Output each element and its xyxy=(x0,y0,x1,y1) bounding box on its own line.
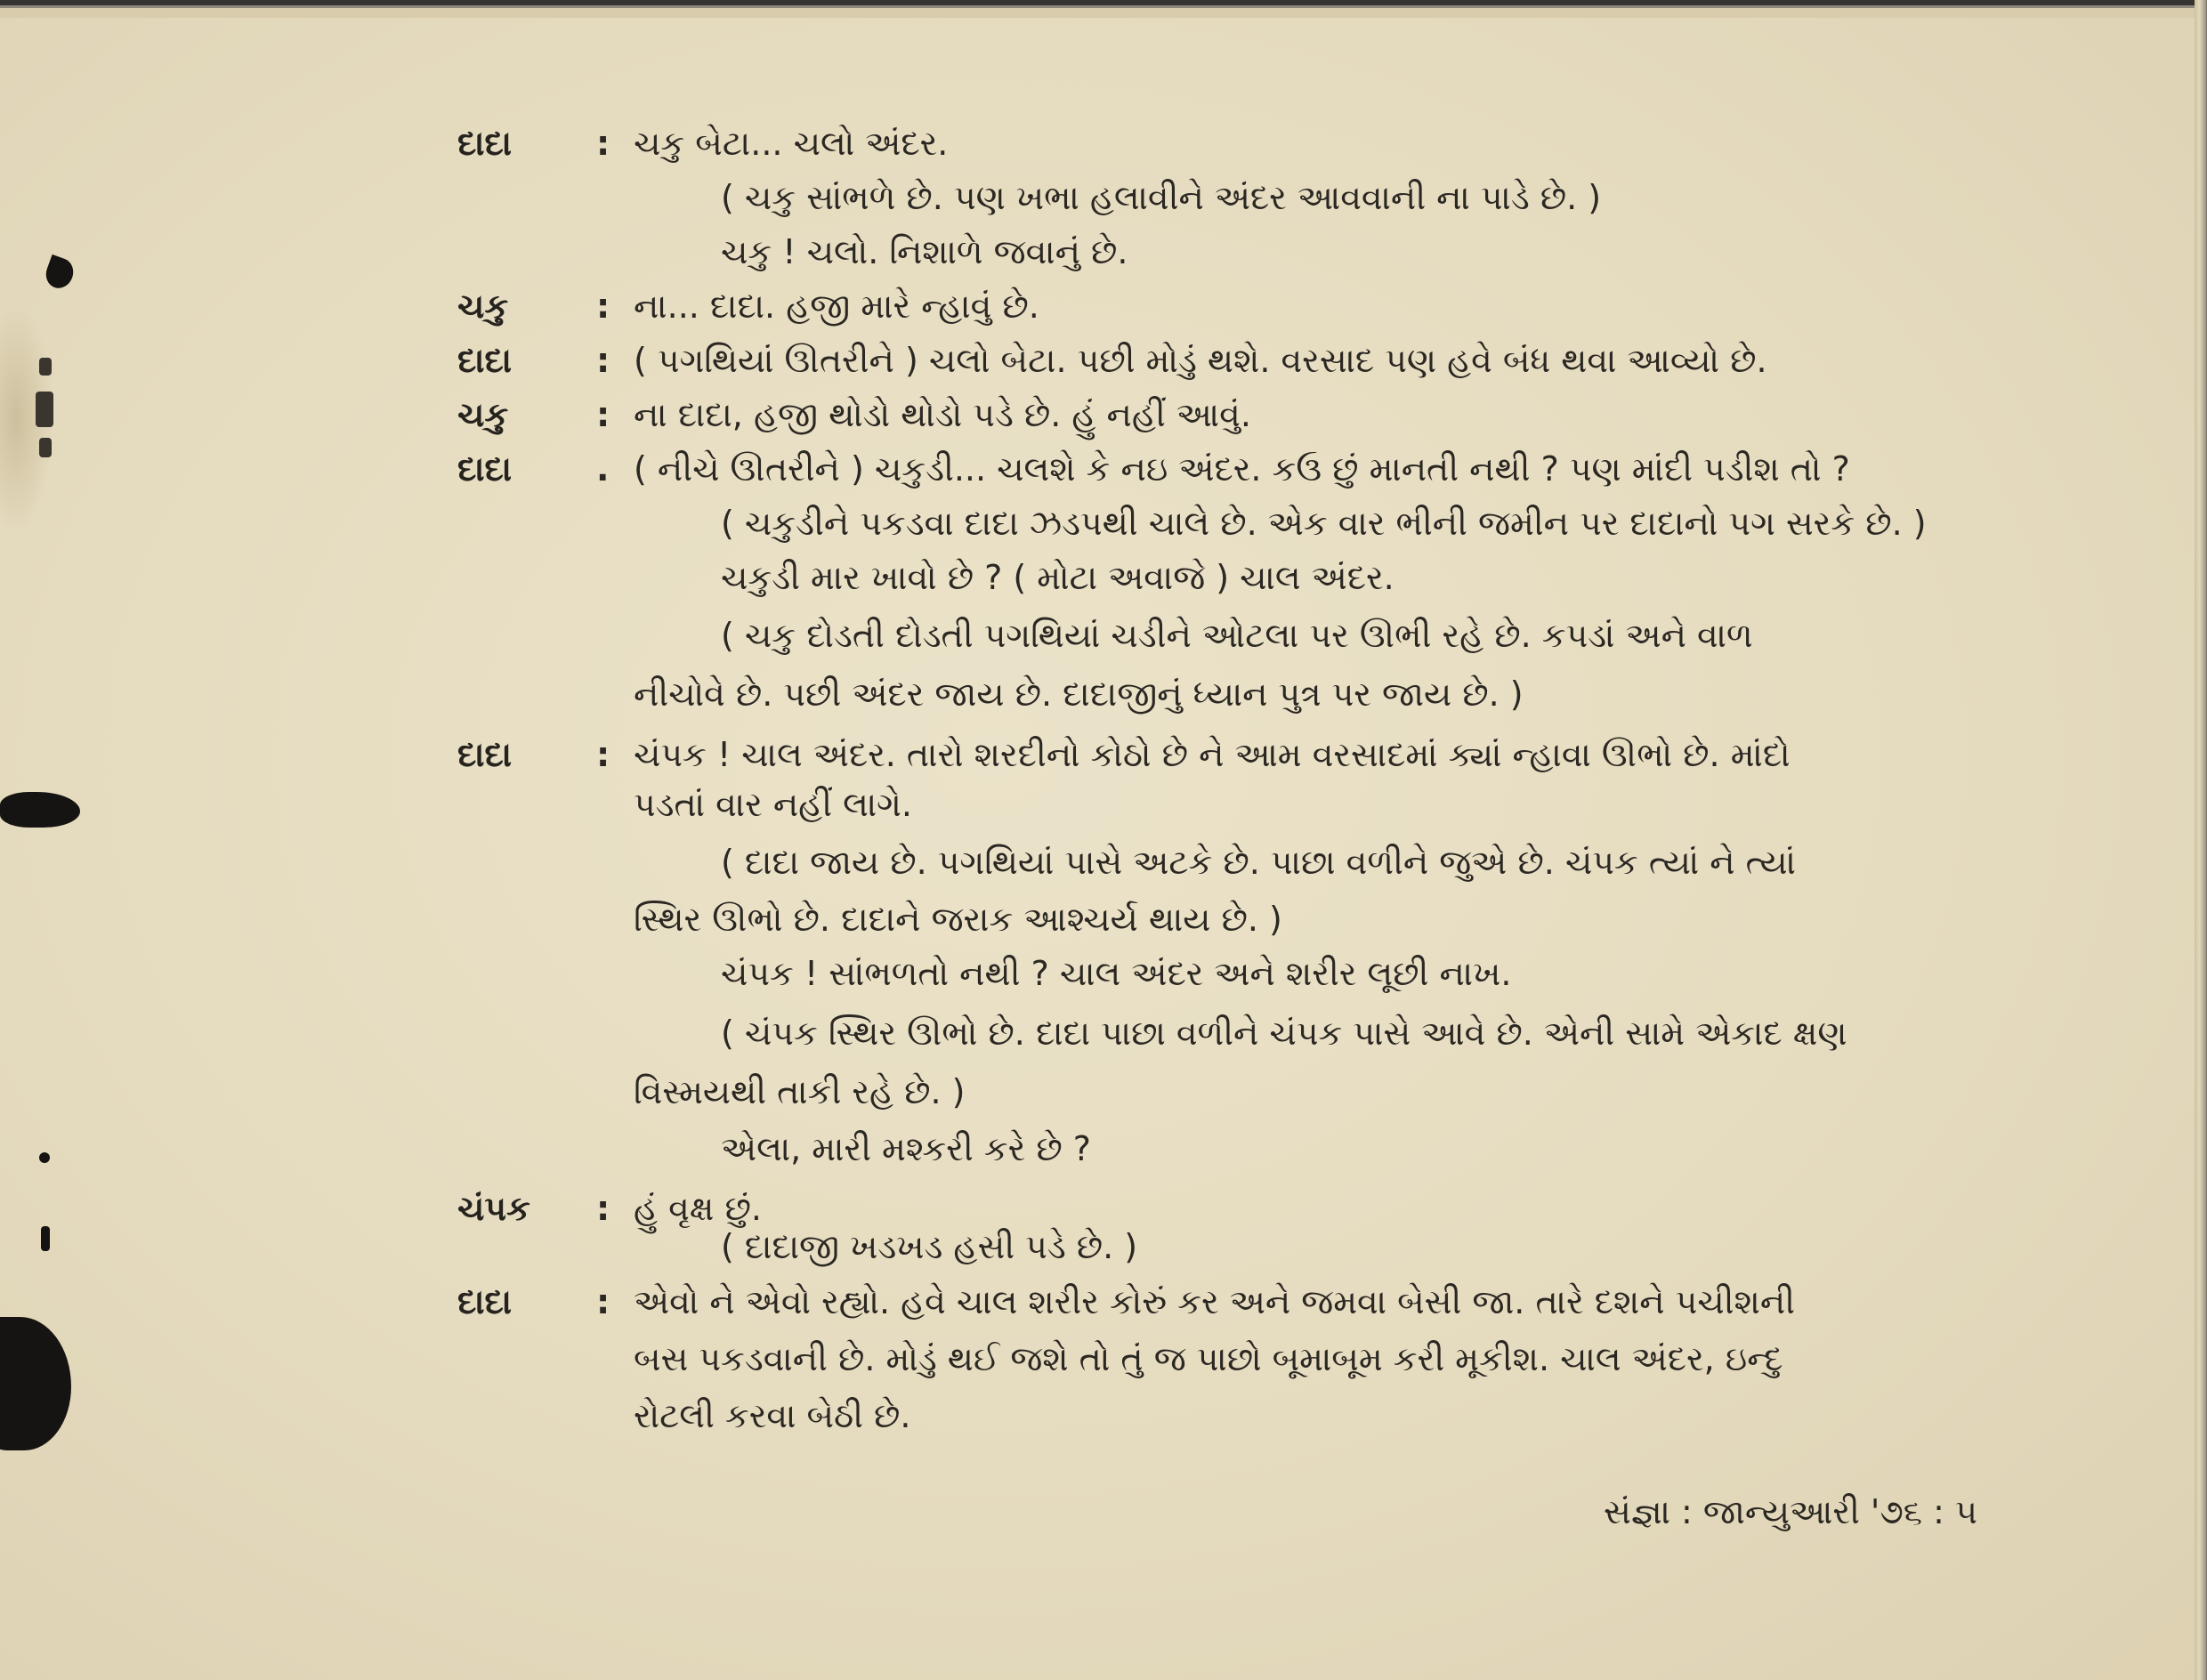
speaker-colon: : xyxy=(596,1282,610,1321)
top-border xyxy=(0,0,2207,18)
dialogue-line-continued xyxy=(0,1388,2207,1443)
dialogue-text: ના દાદા, હજી થોડો થોડો પડે છે. હું નહીં આવું. xyxy=(634,395,1251,434)
speaker-label: દાદા xyxy=(457,449,513,489)
speaker-label: ચકુ xyxy=(457,287,509,326)
speaker-colon: : xyxy=(596,395,610,434)
stage-direction xyxy=(0,835,2207,890)
dialogue-text: ચંપક ! સાંભળતો નથી ? ચાલ અંદર અને શરીર લૂછી નાખ. xyxy=(721,954,1512,993)
dialogue-line xyxy=(0,387,2207,442)
stage-direction xyxy=(0,1006,2207,1061)
dialogue-text: ચંપક ! ચાલ અંદર. તારો શરદીનો કોઠો છે ને આમ વરસાદમાં ક્યાં ન્હાવા ઊભો છે. માંદો xyxy=(634,735,1791,774)
dialogue-text: ( ચકુડીને પકડવા દાદા ઝડપથી ચાલે છે. એક વાર ભીની જમીન પર દાદાનો પગ સરકે છે. ) xyxy=(721,504,1927,543)
speaker-label: દાદા xyxy=(457,124,513,163)
dialogue-text: ( ચકુ સાંભળે છે. પણ ખભા હલાવીને અંદર આવવાની ના પાડે છે. ) xyxy=(721,178,1602,217)
speaker-label: ચકુ xyxy=(457,395,509,434)
dialogue-text: ( ચકુ દોડતી દોડતી પગથિયાં ચડીને ઓટલા પર ઊભી રહે છે. કપડાં અને વાળ xyxy=(721,616,1753,655)
dialogue-line xyxy=(0,116,2207,171)
dialogue-line xyxy=(0,550,2207,605)
stage-direction-continued xyxy=(0,666,2207,722)
stage-direction xyxy=(0,608,2207,663)
stage-direction xyxy=(0,170,2207,225)
dialogue-line xyxy=(0,946,2207,1001)
dialogue-text: પડતાં વાર નહીં લાગે. xyxy=(634,785,912,824)
dialogue-line-continued xyxy=(0,1331,2207,1386)
dialogue-text: ચકુડી માર ખાવો છે ? ( મોટા અવાજે ) ચાલ અંદર. xyxy=(721,558,1395,597)
speaker-label: દાદા xyxy=(457,1282,513,1321)
dialogue-text: નીચોવે છે. પછી અંદર જાય છે. દાદાજીનું ધ્યાન પુત્ર પર જાય છે. ) xyxy=(634,674,1524,714)
speaker-colon: : xyxy=(596,124,610,163)
speaker-colon: : xyxy=(596,287,610,326)
dialogue-line xyxy=(0,279,2207,334)
stage-direction-continued xyxy=(0,892,2207,947)
dialogue-text: એલા, મારી મશ્કરી કરે છે ? xyxy=(721,1129,1091,1168)
dialogue-line xyxy=(0,1121,2207,1176)
dialogue-text: હું વૃક્ષ છું. xyxy=(634,1189,762,1228)
dialogue-text: ( ચંપક સ્થિર ઊભો છે. દાદા પાછા વળીને ચંપક પાસે આવે છે. એની સામે એકાદ ક્ષણ xyxy=(721,1014,1847,1053)
dialogue-line xyxy=(0,441,2207,497)
dialogue-text: સ્થિર ઊભો છે. દાદાને જરાક આશ્ચર્ય થાય છે. ) xyxy=(634,900,1282,939)
dialogue-text: ( પગથિયાં ઊતરીને ) ચલો બેટા. પછી મોડું થશે. વરસાદ પણ હવે બંધ થવા આવ્યો છે. xyxy=(634,341,1767,380)
dialogue-text: ના... દાદા. હજી મારે ન્હાવું છે. xyxy=(634,287,1039,326)
stage-direction xyxy=(0,496,2207,551)
dialogue-text: ચકુ બેટા... ચલો અંદર. xyxy=(634,124,949,163)
dialogue-text: ( દાદાજી ખડખડ હસી પડે છે. ) xyxy=(721,1227,1138,1266)
speaker-colon: . xyxy=(596,449,610,489)
dialogue-line xyxy=(0,727,2207,782)
stage-direction xyxy=(0,1219,2207,1274)
dialogue-line xyxy=(0,224,2207,279)
stage-direction-continued xyxy=(0,1064,2207,1119)
speaker-label: ચંપક xyxy=(457,1189,530,1228)
dialogue-text: એવો ને એવો રહ્યો. હવે ચાલ શરીર કોરું કર અને જમવા બેસી જા. તારે દશને પચીશની xyxy=(634,1282,1796,1321)
speaker-colon: : xyxy=(596,341,610,380)
dialogue-text: બસ પકડવાની છે. મોડું થઈ જશે તો તું જ પાછો બૂમાબૂમ કરી મૂકીશ. ચાલ અંદર, ઇન્દુ xyxy=(634,1339,1783,1378)
dialogue-line xyxy=(0,1274,2207,1329)
dialogue-text: રોટલી કરવા બેઠી છે. xyxy=(634,1396,911,1435)
speaker-colon: : xyxy=(596,1189,610,1228)
speaker-label: દાદા xyxy=(457,341,513,380)
page-footer: સંજ્ઞા : જાન્યુઆરી '૭૬ : ૫ xyxy=(1604,1492,1977,1531)
dialogue-text: ચકુ ! ચલો. નિશાળે જવાનું છે. xyxy=(721,232,1128,271)
dialogue-text: ( દાદા જાય છે. પગથિયાં પાસે અટકે છે. પાછા વળીને જુએ છે. ચંપક ત્યાં ને ત્યાં xyxy=(721,843,1796,882)
speaker-colon: : xyxy=(596,735,610,774)
dialogue-line xyxy=(0,333,2207,388)
dialogue-text: વિસ્મયથી તાકી રહે છે. ) xyxy=(634,1072,966,1111)
dialogue-text: ( નીચે ઊતરીને ) ચકુડી... ચલશે કે નઇ અંદર. કઉ છું માનતી નથી ? પણ માંદી પડીશ તો ? xyxy=(634,449,1850,489)
dialogue-line-continued xyxy=(0,777,2207,832)
speaker-label: દાદા xyxy=(457,735,513,774)
